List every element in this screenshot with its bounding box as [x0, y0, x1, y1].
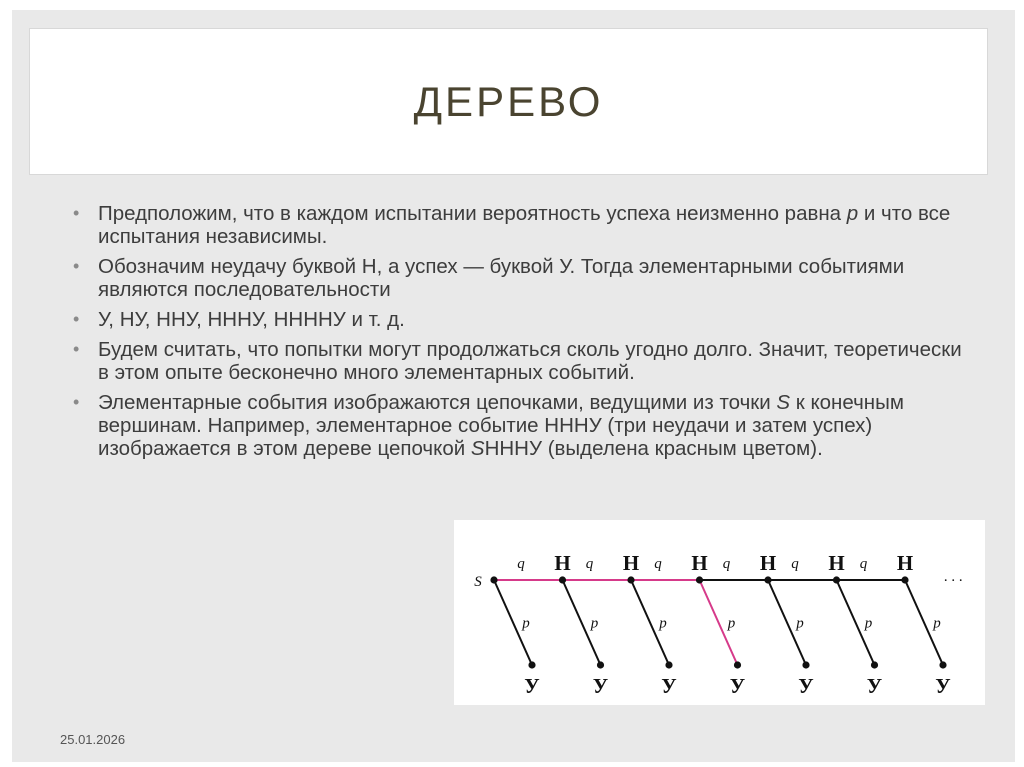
- success-node: [734, 661, 741, 668]
- success-node-label: У: [866, 674, 883, 698]
- success-prob-label: p: [590, 615, 599, 632]
- success-node-label: У: [935, 674, 951, 698]
- bullet-4: • Будем считать, что попытки могут продолжаться сколь угодно долго. Значит, теоретически в этом опыте бесконечно много элементарных событий.: [68, 338, 968, 384]
- continuation-dots: · · ·: [943, 573, 963, 589]
- success-prob-label: p: [796, 615, 804, 632]
- failure-node-label: Н: [759, 551, 777, 575]
- fail-prob-label: q: [517, 556, 525, 572]
- failure-node-label: Н: [828, 551, 845, 575]
- fail-prob-label: q: [859, 556, 868, 572]
- bullet-5: • Элементарные события изображаются цепочками, ведущими из точки S к конечным вершинам. Например, элементарное событие НННУ (три неудачи и затем успех) изображается в этом дереве цепочкой SНННУ (выделена красным цветом).: [68, 391, 968, 460]
- probability-tree-diagram: [454, 520, 985, 705]
- fail-prob-label: q: [791, 556, 799, 572]
- success-node-label: У: [661, 674, 677, 698]
- success-node: [597, 661, 604, 668]
- success-node-label: У: [798, 674, 814, 698]
- failure-node-label: Н: [622, 551, 640, 575]
- success-node-label: У: [592, 674, 609, 698]
- bullet-list: [68, 202, 968, 467]
- success-node: [528, 661, 535, 668]
- fail-prob-label: q: [654, 556, 662, 572]
- success-node: [939, 661, 946, 668]
- failure-node: [696, 576, 703, 583]
- success-prob-label: p: [933, 615, 941, 632]
- start-node: [490, 576, 497, 583]
- bullet-2: • Обозначим неудачу буквой Н, а успех — буквой У. Тогда элементарными событиями являются последовательности: [68, 255, 968, 301]
- success-prob-label: p: [522, 615, 530, 632]
- failure-node: [627, 576, 634, 583]
- start-label: S: [474, 574, 482, 590]
- success-node: [802, 661, 809, 668]
- success-prob-label: p: [864, 615, 873, 632]
- tree-svg: [454, 520, 985, 705]
- slide-date: 25.01.2026: [60, 732, 126, 747]
- fail-prob-label: q: [585, 556, 594, 572]
- failure-node-label: Н: [691, 551, 708, 575]
- slide-title: ДЕРЕВО: [413, 77, 604, 125]
- failure-node-label: Н: [896, 551, 914, 575]
- success-node-label: У: [524, 674, 540, 698]
- failure-node-label: Н: [554, 551, 571, 575]
- bullet-1: • Предположим, что в каждом испытании вероятность успеха неизменно равна p и что все испытания независимы.: [68, 202, 968, 248]
- failure-node: [764, 576, 771, 583]
- slide: [12, 10, 1015, 762]
- success-node: [871, 661, 878, 668]
- failure-node: [559, 576, 566, 583]
- success-node: [665, 661, 672, 668]
- success-prob-label: p: [727, 615, 736, 632]
- failure-node: [833, 576, 840, 583]
- success-prob-label: p: [659, 615, 667, 632]
- bullet-3: • У, НУ, ННУ, НННУ, ННННУ и т. д.: [68, 308, 968, 331]
- success-node-label: У: [729, 674, 746, 698]
- title-box: [29, 28, 988, 175]
- fail-prob-label: q: [722, 556, 731, 572]
- failure-node: [901, 576, 908, 583]
